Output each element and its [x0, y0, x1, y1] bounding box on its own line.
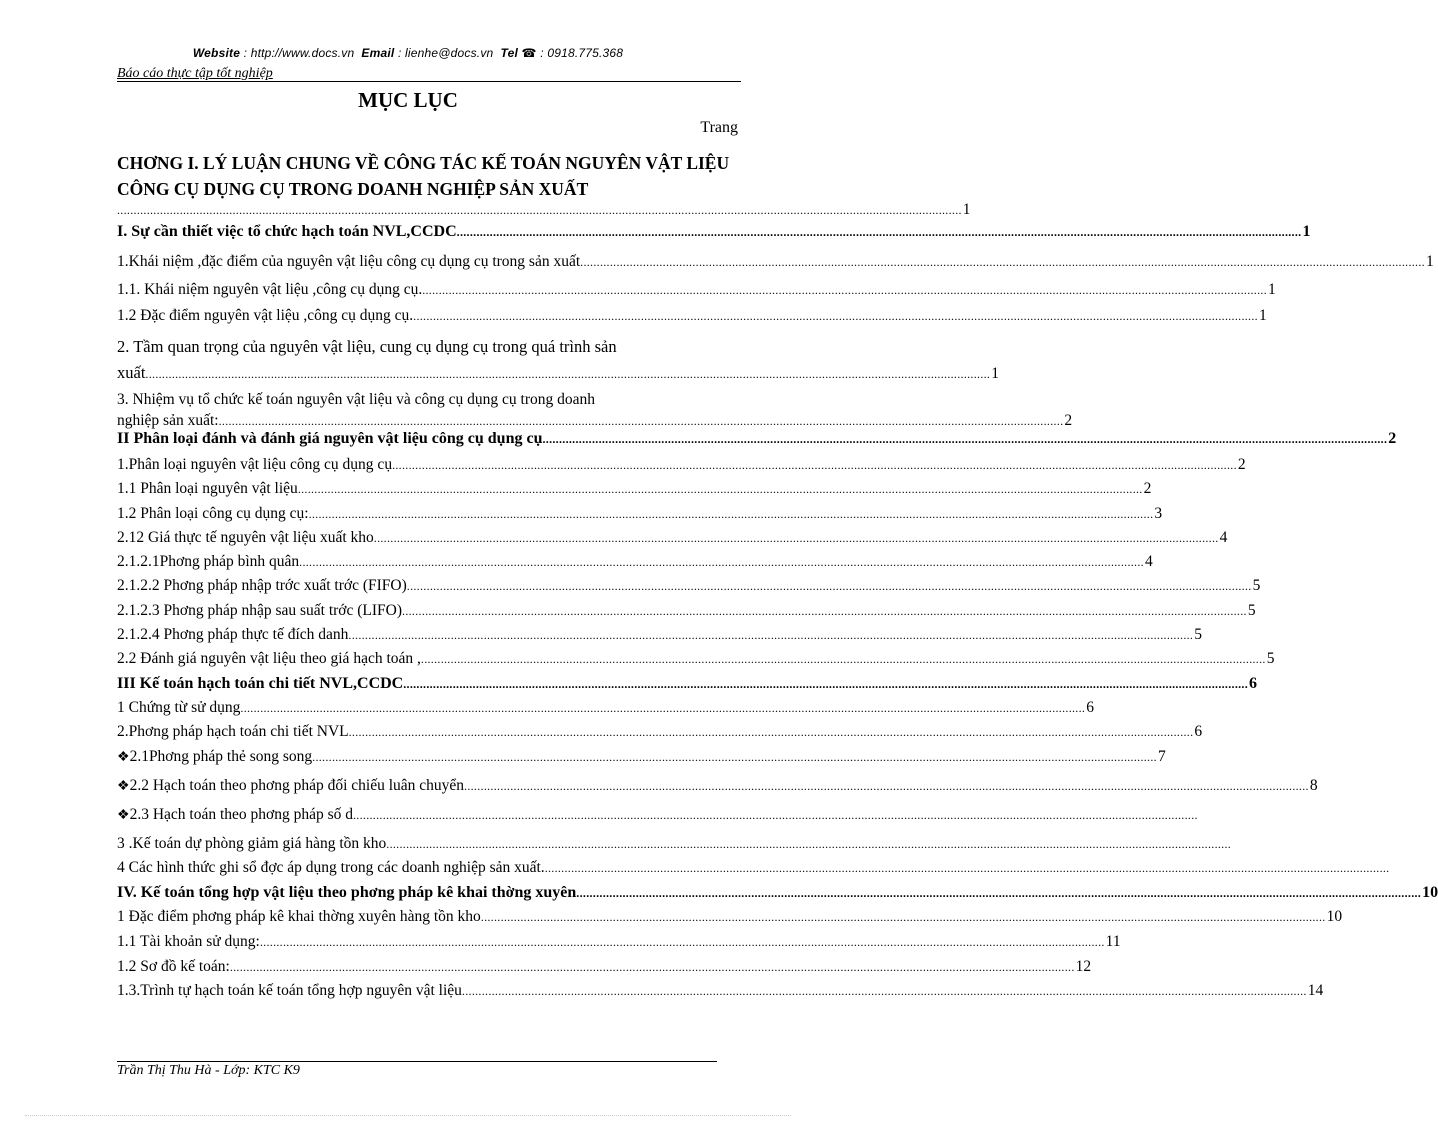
entry-page: 10 [1422, 883, 1438, 901]
toc-entry[interactable] [117, 281, 1276, 307]
toc-entry[interactable] [117, 553, 1153, 577]
toc-entry[interactable] [117, 982, 1324, 1007]
entry-line: 2. Tầm quan trọng của nguyên vật liệu, cung cụ dụng cụ trong quá trình sản [117, 337, 617, 356]
entry-line: nghiệp sản xuất: [117, 412, 219, 429]
entry-page: 14 [1307, 982, 1324, 1000]
entry-page: 6 [1249, 674, 1258, 692]
entry-label: 1.2 Sơ đồ kế toán: [117, 957, 230, 975]
toc-entry[interactable] [117, 776, 1318, 806]
diamond-bullet-icon: ❖ [117, 749, 130, 765]
website-value[interactable]: : http://www.docs.vn [243, 46, 355, 60]
toc-list-2 [117, 430, 1397, 748]
toc-entry[interactable] [117, 528, 1228, 553]
entry-label: 2.2 Đánh giá nguyên vật liệu theo giá hạch toán , [117, 650, 421, 668]
entry-page: 4 [1144, 553, 1153, 571]
header-divider [117, 81, 741, 82]
toc-entry-importance[interactable] [117, 337, 999, 383]
entry-page: 11 [1105, 932, 1121, 950]
chapter-page: 1 [962, 201, 971, 218]
entry-label: II Phân loại đánh và đánh giá nguyên vật liệu công cụ dụng cụ [117, 430, 543, 447]
entry-page: 1 [1268, 281, 1276, 298]
entry-page: 1 [1258, 307, 1267, 324]
entry-label: 2.1.2.4 Phơng pháp thực tế đích danh [117, 626, 349, 644]
entry-page: 2 [1237, 456, 1246, 473]
tel-value: : 0918.775.368 [540, 46, 624, 60]
entry-label: 3 .Kế toán dự phòng giảm giá hàng tồn kho [117, 834, 387, 852]
table-of-contents [117, 201, 1438, 1007]
entry-page: 5 [1266, 650, 1275, 668]
toc-entry[interactable] [117, 504, 1163, 529]
entry-page: 1 [1425, 253, 1434, 270]
entry-label: 1.2 Đặc điểm nguyên vật liệu ,công cụ dụng cụ. [117, 307, 414, 324]
entry-page: 2 [1388, 430, 1397, 447]
entry-label: 2.1.2.3 Phơng pháp nhập sau suất trớc (LIFO) [117, 601, 403, 619]
entry-page: 1 [991, 365, 999, 382]
toc-entry[interactable] [117, 859, 738, 884]
entry-label: IV. Kế toán tổng hợp vật liệu theo phơng pháp kê khai thờng xuyên [117, 883, 577, 901]
entry-label: III Kế toán hạch toán chi tiết NVL,CCDC [117, 674, 404, 692]
entry-page: 1 [1302, 223, 1311, 240]
report-title: Báo cáo thực tập tốt nghiệp [117, 66, 273, 81]
diamond-bullet-icon: ❖ [117, 778, 130, 794]
entry-page: 10 [1326, 908, 1343, 926]
footer-author: Trần Thị Thu Hà - Lớp: KTC K9 [117, 1063, 300, 1078]
entry-label: I. Sự cần thiết việc tổ chức hạch toán NVL,CCDC [117, 223, 457, 240]
entry-label: 1.Phân loại nguyên vật liệu công cụ dụng cụ [117, 456, 393, 473]
phone-icon: ☎ [521, 46, 537, 60]
site-header [0, 46, 816, 60]
tel-label: Tel [500, 46, 518, 60]
entry-label: 1.1 Phân loại nguyên vật liệu [117, 480, 298, 498]
diamond-bullet-icon: ❖ [117, 807, 130, 823]
toc-entry[interactable] [117, 601, 1256, 626]
toc-entry[interactable] [117, 456, 1246, 480]
chapter-page-row [117, 201, 971, 219]
toc-entry[interactable] [117, 932, 1121, 958]
toc-entry[interactable] [117, 723, 1203, 747]
toc-entry[interactable] [117, 307, 1267, 335]
chapter-title: CHƠNG I. LÝ LUẬN CHUNG VỀ CÔNG TÁC KẾ TOÁN NGUYÊN VẬT LIỆU CÔNG CỤ DỤNG CỤ TRONG DOANH NGHIỆP SẢN XUẤT [117, 153, 730, 199]
entry-page: 5 [1194, 626, 1202, 644]
entry-label: 4 Các hình thức ghi sổ đợc áp dụng trong các doanh nghiệp sản xuất. [117, 859, 545, 877]
entry-label: 1 Đặc điểm phơng pháp kê khai thờng xuyên hàng tồn kho [117, 908, 481, 926]
entry-label: 2.12 Giá thực tế nguyên vật liệu xuất kho [117, 528, 374, 546]
email-label: Email [361, 46, 395, 60]
page-edge [25, 1115, 791, 1116]
entry-label: 1.2 Phân loại công cụ dụng cụ: [117, 504, 309, 522]
chapter-heading [117, 150, 737, 202]
toc-entry[interactable] [117, 835, 738, 860]
entry-page: 6 [1194, 723, 1203, 741]
entry-page: 6 [1086, 698, 1094, 716]
entry-label: 1.3.Trình tự hạch toán kế toán tổng hợp nguyên vật liệu [117, 982, 462, 1000]
toc-entry[interactable] [117, 747, 1166, 777]
toc-heading: MỤC LỤC [358, 88, 458, 112]
toc-entry[interactable] [117, 480, 1152, 504]
toc-entry[interactable] [117, 650, 1275, 674]
entry-page: 2 [1064, 412, 1073, 429]
entry-label: 2.1Phơng pháp thẻ song song [129, 747, 313, 765]
entry-label: 1 Chứng từ sử dụng [117, 698, 241, 716]
entry-label: 2.1.2.1Phơng pháp bình quân [117, 553, 300, 571]
email-value[interactable]: : lienhe@docs.vn [397, 46, 494, 60]
entry-label: 2.1.2.2 Phơng pháp nhập trớc xuất trớc (FIFO) [117, 577, 407, 595]
entry-label: 2.Phơng pháp hạch toán chi tiết NVL [117, 723, 349, 741]
toc-entry[interactable] [117, 806, 738, 835]
entry-label: 1.1. Khái niệm nguyên vật liệu ,công cụ dụng cụ. [117, 281, 423, 298]
entry-page: 2 [1143, 480, 1152, 498]
toc-bullet-list [117, 747, 1318, 835]
entry-label: 1.Khái niệm ,đặc điểm của nguyên vật liệu công cụ dụng cụ trong sản xuất [117, 253, 581, 270]
toc-entry[interactable] [117, 908, 1343, 933]
entry-line: xuất [117, 363, 146, 382]
footer-divider [117, 1061, 717, 1062]
toc-entry[interactable] [117, 957, 1092, 983]
entry-page: 8 [1309, 776, 1318, 794]
entry-page: 3 [1154, 504, 1163, 522]
toc-entry[interactable] [117, 698, 1094, 723]
toc-entry[interactable] [117, 577, 1261, 601]
entry-label: 2.3 Hạch toán theo phơng pháp số d [129, 805, 353, 823]
entry-page: 5 [1252, 577, 1261, 595]
entry-page: 5 [1247, 601, 1256, 619]
entry-page: 7 [1157, 747, 1166, 765]
entry-page: 4 [1219, 528, 1228, 546]
toc-entry[interactable] [117, 883, 1438, 909]
toc-entry[interactable] [117, 674, 1258, 699]
entry-line: 3. Nhiệm vụ tổ chức kế toán nguyên vật liệu và công cụ dụng cụ trong doanh [117, 391, 596, 408]
toc-entry[interactable] [117, 223, 1311, 253]
toc-list-3 [117, 834, 1438, 1007]
toc-entry[interactable] [117, 430, 1397, 456]
toc-entry[interactable] [117, 253, 1434, 281]
toc-entry-tasks[interactable] [117, 391, 1073, 430]
page-column-label: Trang [700, 119, 738, 136]
toc-entry[interactable] [117, 626, 1202, 650]
entry-label: 2.2 Hạch toán theo phơng pháp đối chiếu luân chuyển [129, 776, 465, 794]
entry-page: 12 [1075, 957, 1092, 975]
entry-label: 1.1 Tài khoản sử dụng: [117, 932, 260, 950]
website-label: Website [192, 46, 241, 60]
toc-list-1 [117, 223, 1434, 335]
